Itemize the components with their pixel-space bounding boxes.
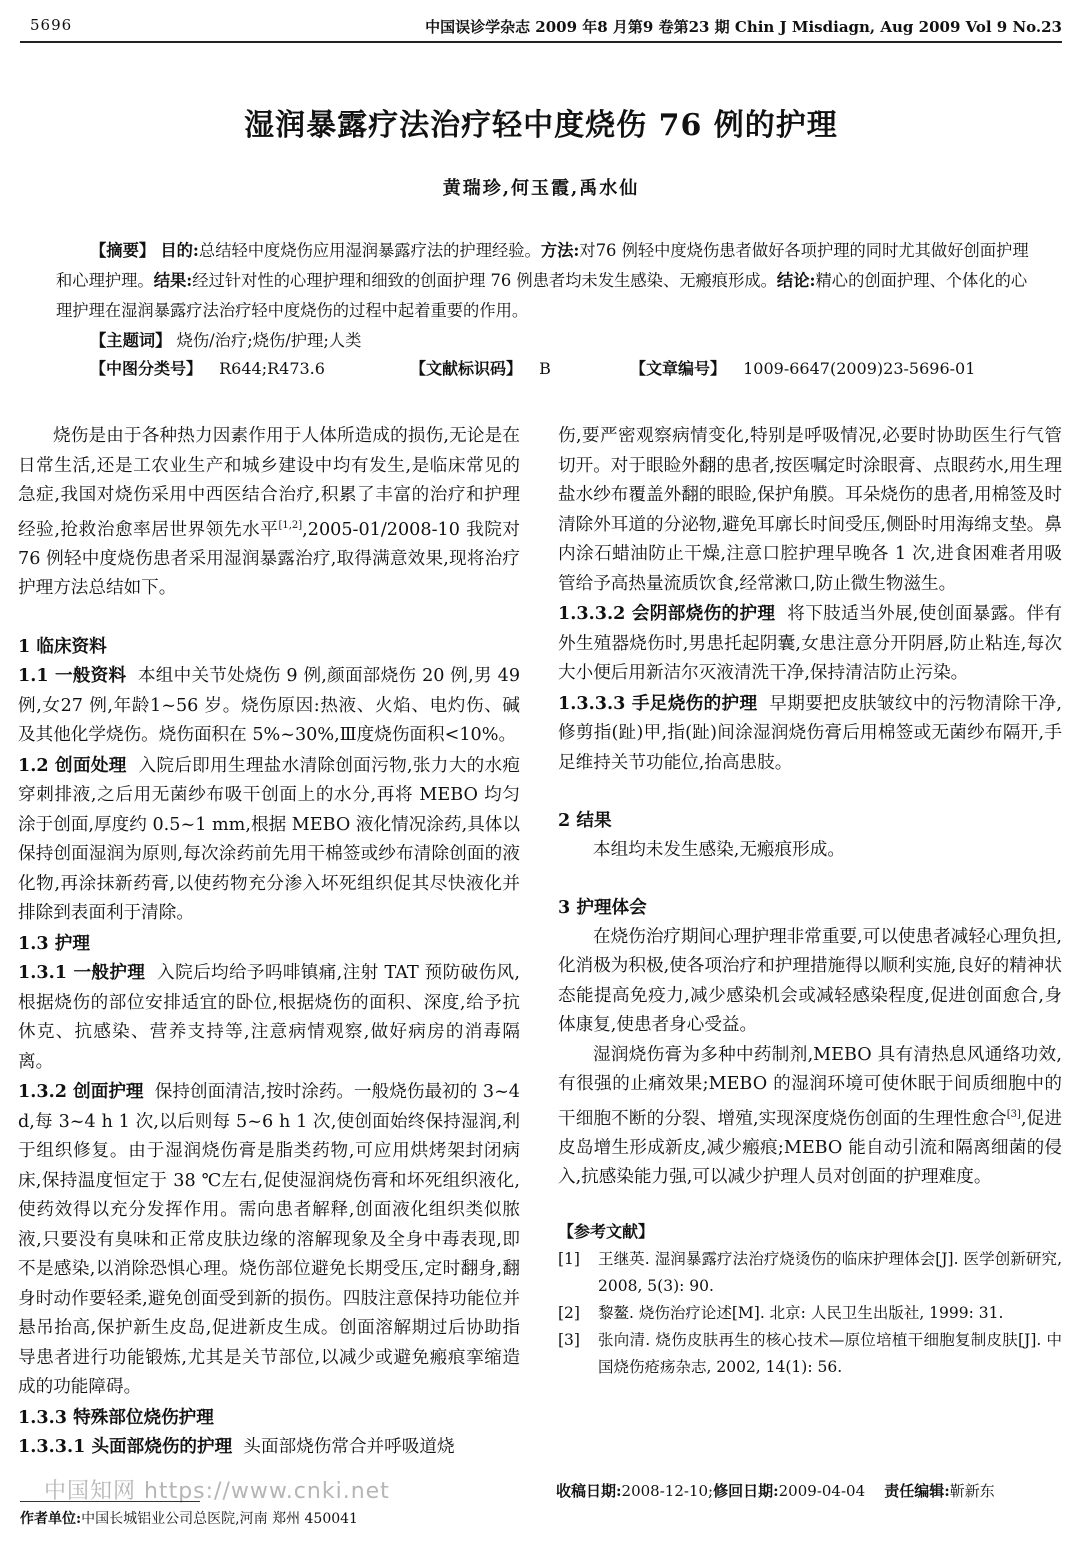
section-1-3-3-1 [18,1432,520,1463]
section-3-heading: 3 护理体会 [558,897,647,918]
result-label: 结果: [153,271,193,290]
conclusion-text: 精心的创面护理、个体化的心理护理在湿润暴露疗法治疗轻中度烧伤的过程中起着重要的作用。 [56,271,1028,320]
doc-code-value: B [539,359,551,378]
section-1-3-3-2 [558,599,1062,689]
result-text: 经过针对性的心理护理和细致的创面护理 76 例患者均未发生感染、无瘢痕形成。 [192,271,777,290]
header-rule [20,41,1062,43]
reference-number: [2] [558,1304,580,1323]
section-1-3-3-3 [558,689,1062,779]
affiliation-label: 作者单位: [20,1511,82,1527]
doc-code-label: 【文献标识码】 [410,359,523,378]
citation-3: [3] [1006,1108,1021,1120]
section-1-3-3-heading: 1.3.3 特殊部位烧伤护理 [18,1406,214,1428]
section-1-3-3-2-text: 将下肢适当外展,使创面暴露。伴有外生殖器烧伤时,男患托起阴囊,女患注意分开阴唇,防止粘连,每次大小便后用新洁尔灭液清洗干净,保持清洁防止污染。 [558,604,1063,683]
document-code [410,356,551,379]
section-1-3-3-1-continued: 伤,要严密观察病情变化,特别是呼吸情况,必要时协助医生行气管切开。对于眼睑外翻的患者,按医嘱定时涂眼膏、点眼药水,用生理盐水纱布覆盖外翻的眼睑,保护角膜。耳朵烧伤的患者,用棉签及时清除外耳道的分泌物,避免耳廓长时间受压,侧卧时用海绵支垫。鼻内涂石蜡油防止干燥,注意口腔护理早晚各 1 次,进食困难者用吸管给予高热量流质饮食,经常漱口,防止微生物滋生。 [558,426,1062,594]
journal-citation: 中国误诊学杂志 2009 年8 月第9 卷第23 期 Chin J Misdiagn, Aug 2009 Vol 9 No.23 [425,18,1062,36]
section-1-3-2-heading: 1.3.2 创面护理 [18,1081,144,1103]
classification-value: R644;R473.6 [219,359,325,378]
reference-list [558,1246,1062,1381]
affiliation-text: 中国长城铝业公司总医院,河南 郑州 450041 [81,1511,358,1527]
reference-text: 王继英. 湿润暴露疗法治疗烧烫伤的临床护理体会[J]. 医学创新研究, 2008, 5(3): 90. [598,1250,1062,1296]
received-dates [556,1480,995,1501]
section-1-2-heading: 1.2 创面处理 [18,754,127,776]
revised-label: 修回日期: [713,1482,779,1500]
references-heading: 【参考文献】 [558,1221,655,1241]
objective-text: 总结轻中度烧伤应用湿润暴露疗法的护理经验。 [198,241,541,260]
method-text: 对76 例轻中度烧伤患者做好各项护理的同时尤其做好创面护理和心理护理。 [56,241,1029,290]
section-1-heading: 1 临床资料 [18,635,107,657]
section-1-3-1-text: 入院后均给予吗啡镇痛,注射 TAT 预防破伤风,根据烧伤的部位安排适宜的卧位,根据烧伤的面积、深度,给予抗休克、抗感染、营养支持等,注意病情观察,做好病房的消毒隔离。 [18,963,521,1072]
section-1-2 [18,751,520,929]
cnki-watermark: 中国知网 https://www.cnki.net [44,1479,390,1504]
classification-label: 【中图分类号】 [90,359,203,378]
received-date: 2008-12-10; [621,1482,714,1500]
section-1-3-2 [18,1077,520,1403]
revised-date: 2009-04-04 [778,1482,866,1500]
classification [90,356,325,379]
received-label: 收稿日期: [556,1482,622,1500]
section-1-3-3-3-text: 早期要把皮肤皱纹中的污物清除干净,修剪指(趾)甲,指(趾)间涂湿润烧伤膏后用棉签或无菌纱布隔开,手足维持关节功能位,抬高患肢。 [558,693,1062,773]
section-1-3-heading: 1.3 护理 [18,932,90,954]
conclusion-label: 结论: [776,271,816,290]
intro-text-end: ,2005-01/2008-10 我院对 76 例轻中度烧伤患者采用湿润暴露治疗,取得满意效果,现将治疗护理方法总结如下。 [18,519,520,599]
section-2-heading: 2 结果 [558,810,612,831]
reference-text: 张向清. 烧伤皮肤再生的核心技术—原位培植干细胞复制皮肤[J]. 中国烧伤疮疡杂志, 2002, 14(1): 56. [598,1331,1062,1377]
citation-1-2: [1,2] [278,519,303,531]
method-label: 方法: [540,241,580,260]
editor-name: 靳新东 [949,1482,995,1500]
section-1-3-3-2-heading: 1.3.3.2 会阴部烧伤的护理 [558,603,776,624]
section-3-paragraph-2 [558,1041,1062,1193]
intro-paragraph [18,422,520,604]
editor-label: 责任编辑: [884,1482,950,1500]
section-1-3-1-heading: 1.3.1 一般护理 [18,962,146,984]
keywords-value: 烧伤/治疗;烧伤/护理;人类 [176,331,362,350]
section-3-p2-text: 湿润烧伤膏为多种中药制剂,MEBO 具有清热息风通络功效,有很强的止痛效果;MEBO 的湿润环境可使休眠于间质细胞中的干细胞不断的分裂、增殖,实现深度烧伤创面的生理性愈合 [558,1044,1062,1129]
section-1-1-heading: 1.1 一般资料 [18,665,127,687]
page-number: 5696 [30,16,73,34]
reference-number: [1] [558,1250,580,1269]
section-1-3-1 [18,958,520,1077]
intro-text: 烧伤是由于各种热力因素作用于人体所造成的损伤,无论是在日常生活,还是工农业生产和城乡建设中均有发生,是临床常见的急症,我国对烧伤采用中西医结合治疗,积累了丰富的治疗和护理经验,抢救治愈率居世界领先水平 [18,426,520,540]
section-3-paragraph-1: 在烧伤治疗期间心理护理非常重要,可以使患者减轻心理负担,化消极为积极,使各项治疗和护理措施得以顺利实施,良好的精神状态能提高免疫力,减少感染机会或减轻感染程度,促进创面愈合,身体康复,使患者身心受益。 [558,926,1062,1035]
section-1-3-3-3-heading: 1.3.3.3 手足烧伤的护理 [558,692,758,714]
article-no-value: 1009-6647(2009)23-5696-01 [743,359,976,378]
reference-number: [3] [558,1331,580,1350]
reference-item [558,1300,1062,1327]
reference-item [558,1327,1062,1381]
author-affiliation [20,1508,358,1528]
section-1-3-3-1-text: 头面部烧伤常合并呼吸道烧 [243,1437,455,1458]
running-header [0,0,1082,44]
abstract-label: 【摘要】 [90,241,156,260]
left-column [18,422,520,1463]
article-number [630,356,975,379]
footnote-rule [20,1501,200,1502]
article-title: 湿润暴露疗法治疗轻中度烧伤 76 例的护理 [244,108,838,143]
reference-item [558,1246,1062,1300]
abstract [56,236,1034,356]
section-3-p2-text-end: ,促进皮岛增生形成新皮,减少瘢痕;MEBO 能自动引流和隔离细菌的侵入,抗感染能力强,可以减少护理人员对创面的护理难度。 [558,1108,1062,1188]
objective-label: 目的: [160,241,199,260]
section-1-1-text: 本组中关节处烧伤 9 例,颜面部烧伤 20 例,男 49 例,女27 例,年龄1~56 岁。烧伤原因:热液、火焰、电灼伤、碱及其他化学烧伤。烧伤面积在 5%~30%,Ⅲ度烧伤面积<10%。 [18,666,521,746]
section-1-3-3-1-heading: 1.3.3.1 头面部烧伤的护理 [18,1436,233,1458]
keywords-label: 【主题词】 [90,331,172,350]
section-1-3-2-text: 保持创面清洁,按时涂药。一般烧伤最初的 3~4 d,每 3~4 h 1 次,以后则每 5~6 h 1 次,使创面始终保持湿润,利于组织修复。由于湿润烧伤膏是脂类药物,可应用烘烤架封闭病床,保持温度恒定于 38 ℃左右,促使湿润烧伤膏和坏死组织液化,使药效得以充分发挥作用。需向患者解释,创面液化组织类似脓液,只要没有臭味和正常皮肤边缘的溶解现象及全身中毒表现,即不是感染,以消除恐惧心理。烧伤部位避免长期受压,定时翻身,翻身时动作要轻柔,避免创面受到新的损伤。四肢注意保持功能位并悬吊抬高,保护新生皮岛,促进新皮生成。创面溶解期过后协助指导患者进行功能锻炼,尤其是关节部位,以减少或避免瘢痕挛缩造成的功能障碍。 [18,1082,521,1398]
article-no-label: 【文章编号】 [630,359,727,378]
section-1-2-text: 入院后即用生理盐水清除创面污物,张力大的水疱穿刺排液,之后用无菌纱布吸干创面上的水分,再将 MEBO 均匀涂于创面,厚度约 0.5~1 mm,根据 MEBO 液化情况涂药,具体以保持创面湿润为原则,每次涂药前先用干棉签或纱布清除创面的液化物,再涂抹新药膏,以使药物充分渗入坏死组织促其尽快液化并排除到表面利于清除。 [18,755,521,924]
author-list: 黄瑞珍,何玉霞,禹水仙 [442,178,640,199]
reference-text: 黎鳌. 烧伤治疗论述[M]. 北京: 人民卫生出版社, 1999: 31. [598,1304,1004,1323]
section-2-text: 本组均未发生感染,无瘢痕形成。 [593,839,845,860]
right-column [558,422,1062,1381]
section-1-1 [18,661,520,751]
